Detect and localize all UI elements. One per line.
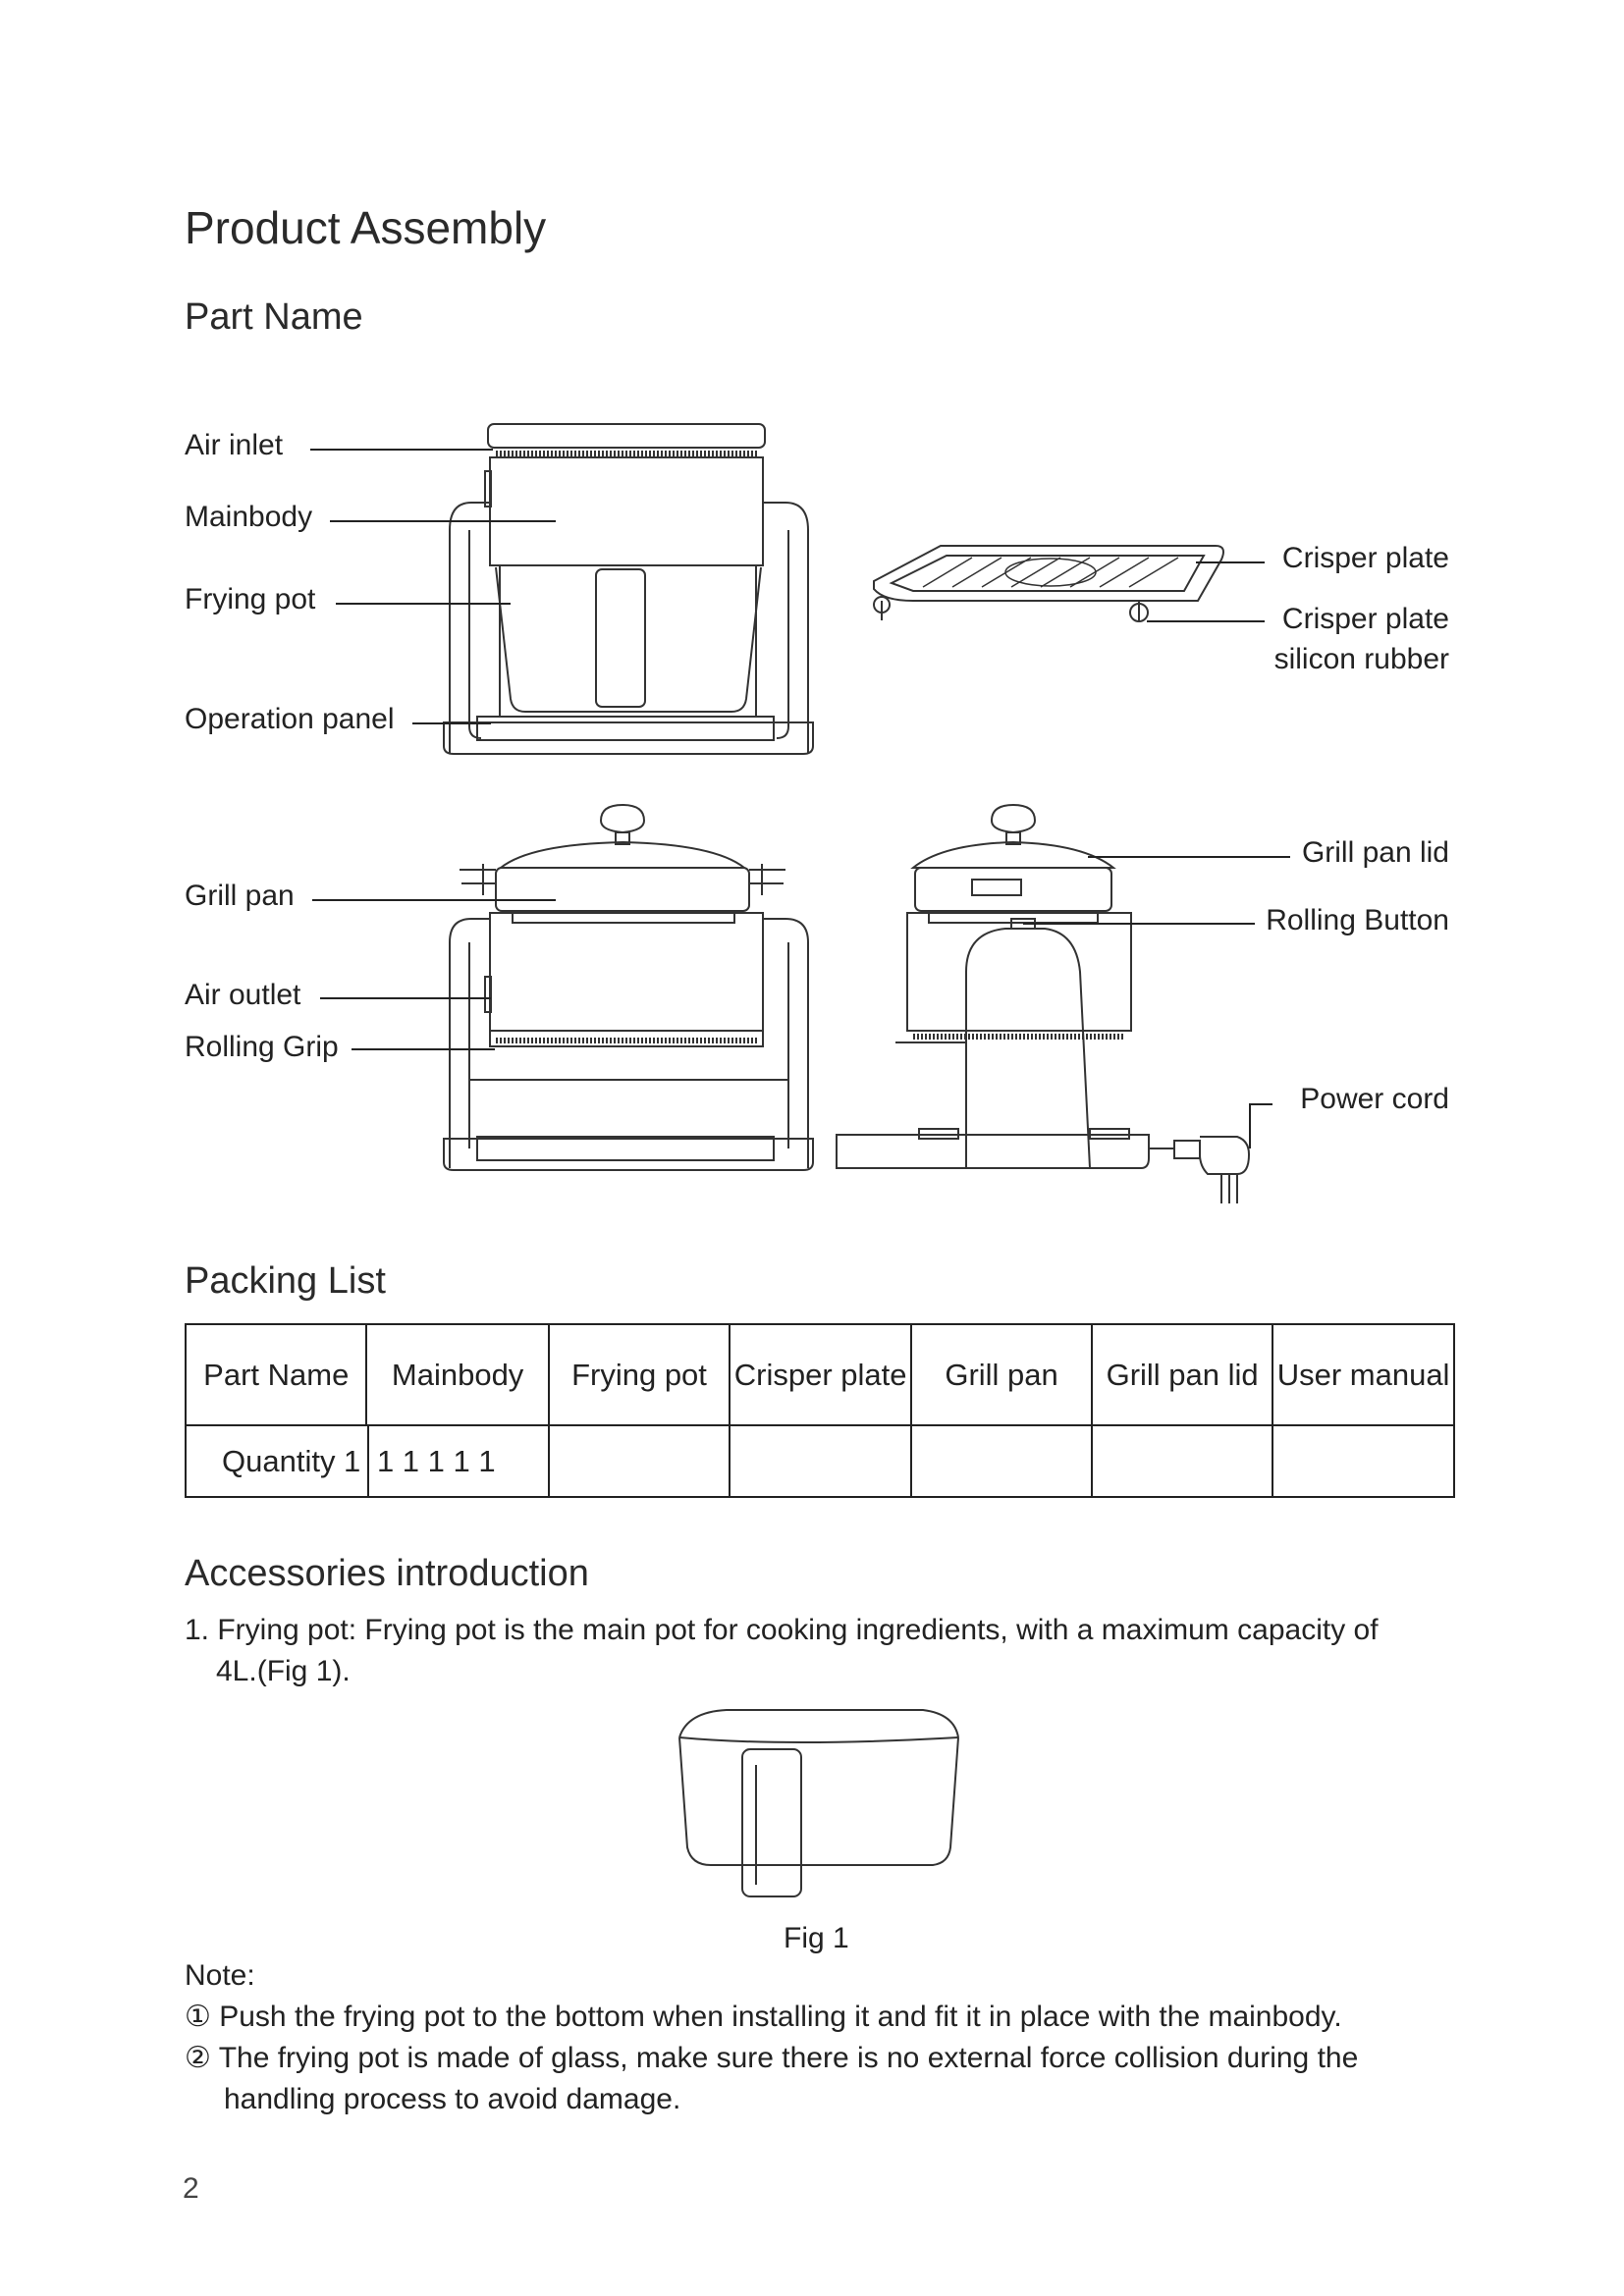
table-header-cell: User manual [1272, 1324, 1454, 1425]
part-name-heading: Part Name [185, 296, 363, 338]
label-crisper-plate: Crisper plate [1281, 542, 1449, 574]
quantity-label: Quantity 1 [222, 1443, 361, 1478]
label-air-inlet: Air inlet [185, 429, 284, 461]
table-header-cell: Mainbody [366, 1324, 548, 1425]
accessory-item-1-line-2: 4L.(Fig 1). [216, 1655, 351, 1687]
label-grill-pan-lid: Grill pan lid [1301, 836, 1449, 869]
label-frying-pot: Frying pot [185, 583, 316, 615]
accessory-item-1-line-1: 1. Frying pot: Frying pot is the main pot for cooking ingredients, with a maximum capacity of [185, 1614, 1379, 1646]
quantity-values: 1 1 1 1 1 [376, 1443, 496, 1478]
label-grill-pan: Grill pan [185, 880, 295, 912]
table-header-cell: Grill pan [911, 1324, 1092, 1425]
note-label: Note: [185, 1959, 255, 1992]
accessories-heading: Accessories introduction [185, 1553, 589, 1594]
label-crisper-plate-rubber-2: silicon rubber [1273, 643, 1449, 675]
note-2-line-1: ② The frying pot is made of glass, make sure there is no external force collision during the [185, 2042, 1359, 2074]
figure-caption: Fig 1 [784, 1922, 849, 1954]
note-1: ① Push the frying pot to the bottom when installing it and fit it in place with the mainbody. [185, 2001, 1342, 2033]
label-rolling-grip: Rolling Grip [185, 1031, 339, 1063]
table-header-cell: Part Name [186, 1324, 366, 1425]
table-header-cell: Crisper plate [730, 1324, 911, 1425]
note-2-line-2: handling process to avoid damage. [224, 2083, 681, 2115]
label-crisper-plate-rubber-1: Crisper plate [1281, 603, 1449, 635]
packing-list-heading: Packing List [185, 1260, 386, 1302]
label-mainbody: Mainbody [185, 501, 313, 533]
page-number: 2 [183, 2172, 199, 2205]
label-rolling-button: Rolling Button [1266, 904, 1449, 936]
label-air-outlet: Air outlet [185, 979, 301, 1011]
table-header-cell: Frying pot [549, 1324, 731, 1425]
page-title: Product Assembly [185, 202, 547, 253]
table-header-cell: Grill pan lid [1092, 1324, 1272, 1425]
label-power-cord: Power cord [1300, 1083, 1449, 1115]
label-operation-panel: Operation panel [185, 703, 395, 735]
